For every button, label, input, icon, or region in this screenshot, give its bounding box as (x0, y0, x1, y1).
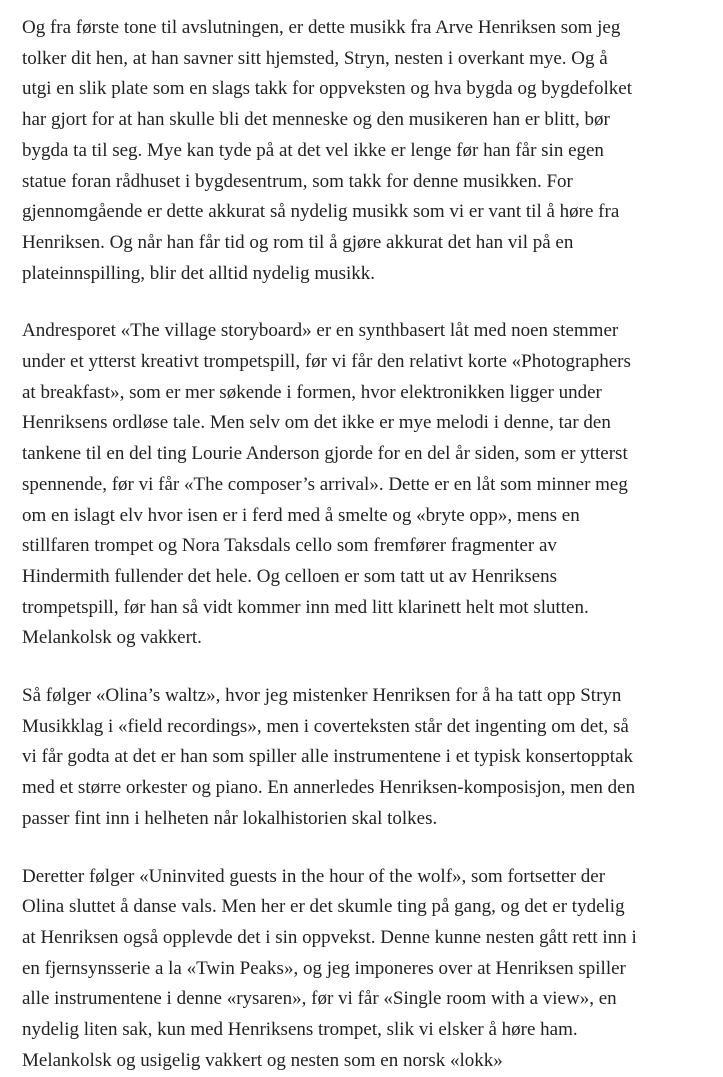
text-line: tankene til en del ting Lourie Anderson gjorde for en del år siden, som er ytterst (22, 443, 628, 465)
paragraph-4 (22, 862, 723, 1077)
text-line: Melankolsk og usigelig vakkert og nesten som en norsk «lokk» (22, 1049, 503, 1071)
text-line: statue foran rådhuset i bygdesentrum, som takk for denne musikken. For (22, 170, 573, 192)
text-line: Melankolsk og vakkert. (22, 627, 202, 649)
text-line: trompetspill, før han så vidt kommer inn med litt klarinett helt mot slutten. (22, 596, 589, 618)
text-line: Henriksen. Og når han får tid og rom til å gjøre akkurat det han vil på en (22, 231, 574, 253)
text-line: utgi en slik plate som en slags takk for oppveksten og hva bygda og bygdefolket (22, 78, 632, 100)
text-line: om en islagt elv hvor isen er i ferd med å smelte og «bryte opp», mens en (22, 504, 580, 526)
text-line: har gjort for at han skulle bli det menneske og den musikeren han er blitt, bør (22, 109, 610, 131)
text-line: Og fra første tone til avslutningen, er dette musikk fra Arve Henriksen som jeg (22, 17, 621, 38)
text-line: spennende, før vi får «The composer’s arrival». Dette er en låt som minner meg (22, 473, 628, 495)
text-line: Hindermith fullender det hele. Og celloen er som tatt ut av Henriksens (22, 565, 558, 587)
text-line: Olina sluttet å danse vals. Men her er det skumle ting på gang, og det er tydelig (22, 896, 625, 918)
paragraph-3 (22, 681, 723, 835)
text-line: alle instrumentene i denne «rysaren», før vi får «Single room with a view», en (22, 988, 617, 1010)
text-line: bygda ta til seg. Mye kan tyde på at det vel ikke er lenge før han får sin egen (22, 139, 604, 161)
text-line: under et ytterst kreativt trompetspill, før vi får den relativt korte «Photographers (22, 351, 631, 373)
text-line: tolker dit hen, at han savner sitt hjemsted, Stryn, nesten i overkant mye. Og å (22, 47, 608, 69)
text-line: nydelig liten sak, kun med Henriksens trompet, slik vi elsker å høre ham. (22, 1019, 578, 1041)
text-line: gjennomgående er dette akkurat så nydelig musikk som vi er vant til å høre fra (22, 201, 620, 223)
text-line: Henriksens ordløse tale. Men selv om det ikke er mye melodi i denne, tar den (22, 412, 611, 434)
text-line: at breakfast», som er mer søkende i formen, hvor elektronikken ligger under (22, 381, 602, 403)
paragraph-1 (22, 13, 723, 289)
text-line: Musikklag i «field recordings», men i coverteksten står det ingenting om det, så (22, 715, 629, 737)
text-line: Deretter følger «Uninvited guests in the hour of the wolf», som fortsetter der (22, 865, 606, 887)
text-line: passer fint inn i helheten når lokalhistorien skal tolkes. (22, 807, 438, 829)
text-line: at Henriksen også opplevde det i sin oppvekst. Denne kunne nesten gått rett inn i (22, 926, 637, 948)
paragraph-2 (22, 316, 723, 654)
text-line: stillfaren trompet og Nora Taksdals cello som fremfører fragmenter av (22, 535, 557, 557)
text-line: plateinnspilling, blir det alltid nydelig musikk. (22, 262, 376, 284)
text-line: Andresporet «The village storyboard» er en synthbasert låt med noen stemmer (22, 320, 619, 342)
text-line: en fjernsynsserie a la «Twin Peaks», og jeg imponeres over at Henriksen spiller (22, 957, 626, 979)
text-line: vi får godta at det er han som spiller alle instrumentene i et typisk konsertopptak (22, 746, 634, 768)
text-line: Så følger «Olina’s waltz», hvor jeg mistenker Henriksen for å ha tatt opp Stryn (22, 685, 622, 707)
text-line: med et større orkester og piano. En annerledes Henriksen-komposisjon, men den (22, 777, 636, 799)
